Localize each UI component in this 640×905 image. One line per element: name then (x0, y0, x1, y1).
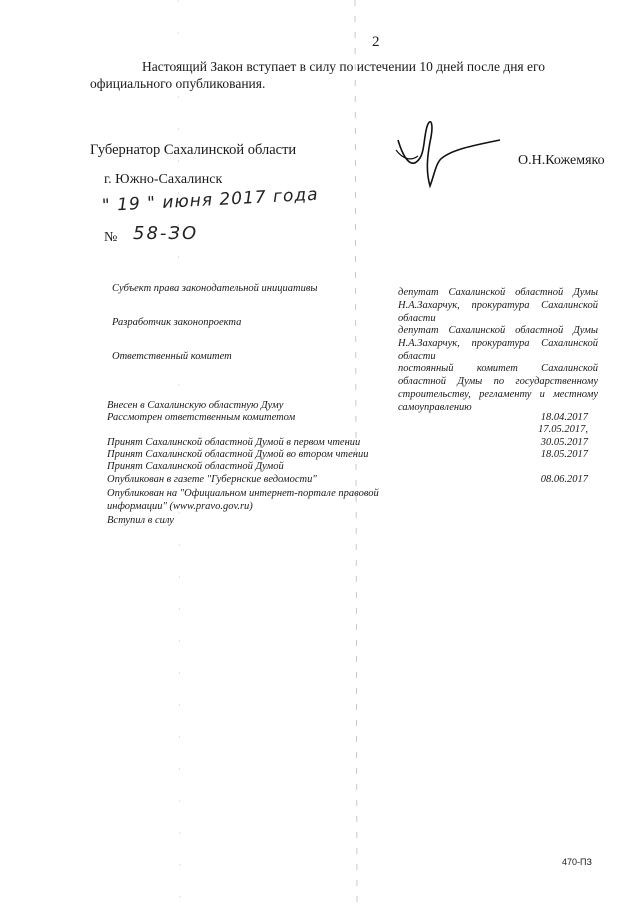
signature (396, 150, 418, 159)
history-label: Вступил в силу (107, 515, 174, 526)
handwritten-date: " 19 " июня 2017 года (101, 184, 319, 216)
history-label: Опубликован на "Официальном интернет-портале правовой информации" (www.pravo.gov.ru) (107, 488, 379, 512)
history-label: Принят Сахалинской областной Думой во втором чтении (107, 449, 369, 460)
history-date: 17.05.2017, (538, 424, 588, 435)
developer-value: депутат Сахалинской областной Думы Н.А.Захарчук, прокуратура Сахалинской области (398, 325, 598, 362)
developer-label: Разработчик законопроекта (112, 317, 242, 328)
history-label: Внесен в Сахалинскую областную Думу (107, 400, 284, 411)
history-date: 18.04.2017 (540, 412, 588, 423)
document-stamp: 470-ПЗ (562, 857, 592, 867)
subject-value: депутат Сахалинской областной Думы Н.А.Захарчук, прокуратура Сахалинской области (398, 287, 598, 324)
history-label: Принят Сахалинской областной Думой в первом чтении (107, 437, 361, 448)
history-label: Опубликован в газете "Губернские ведомости" (107, 474, 317, 485)
history-date: 30.05.2017 (540, 437, 588, 448)
committee-value: постоянный комитет Сахалинской областной Думы по государственному строительству, регламенту и местному самоуправлению (398, 363, 598, 413)
governor-name: О.Н.Кожемяко (518, 153, 605, 168)
number-label: № (104, 230, 118, 245)
city: г. Южно-Сахалинск (104, 172, 223, 187)
history-label: Принят Сахалинской областной Думой (107, 461, 284, 472)
governor-title: Губернатор Сахалинской области (90, 142, 297, 158)
history-label: Рассмотрен ответственным комитетом (107, 412, 296, 423)
signature (398, 122, 500, 186)
law-effective-paragraph: Настоящий Закон вступает в силу по истечении 10 дней после дня его официального опубликования. (90, 59, 545, 91)
handwritten-number: 58-ЗО (133, 223, 199, 244)
committee-label: Ответственный комитет (112, 351, 232, 362)
page-number: 2 (372, 34, 380, 50)
history-date: 08.06.2017 (540, 474, 588, 485)
history-date: 18.05.2017 (540, 449, 588, 460)
subject-label: Субъект права законодательной инициативы (112, 283, 318, 294)
